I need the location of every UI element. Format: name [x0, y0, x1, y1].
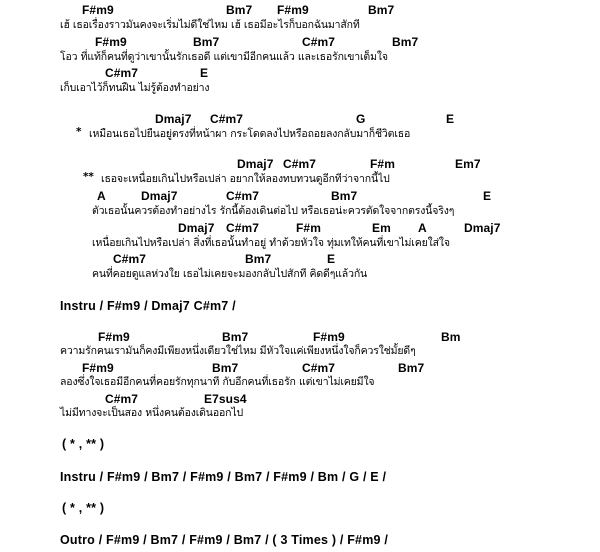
chord: Bm7 — [226, 3, 253, 17]
chord: E — [200, 66, 209, 80]
instrumental-line: Instru / F#m9 / Dmaj7 C#m7 / — [60, 299, 236, 313]
chord: F#m9 — [313, 330, 345, 344]
lyric-line: เธอจะเหนื่อยเกินไปหรือเปล่า อยากให้ลองทบทวนดูอีกทีว่าจากนี้ไป — [101, 173, 390, 185]
chord: Bm7 — [392, 35, 419, 49]
chord: A — [418, 221, 427, 235]
chord: C#m7 — [302, 35, 336, 49]
lyric-line: เหนื่อยเกินไปหรือเปล่า สิ่งที่เธอนั้นทำอยู่ ทำด้วยหัวใจ ทุ่มเทให้คนที่เขาไม่เคยใส่ใจ — [92, 237, 450, 249]
chord: F#m9 — [82, 3, 114, 17]
lyric-line: ไม่มีทางจะเป็นสอง หนึ่งคนต้องเดินออกไป — [60, 407, 244, 419]
chord: Bm — [441, 330, 461, 344]
chord: F#m9 — [277, 3, 309, 17]
chord: F#m — [370, 157, 395, 171]
section-marker: * — [76, 126, 82, 138]
chord: C#m7 — [302, 361, 336, 375]
lyric-line: เหมือนเธอไปยืนอยู่ตรงที่หน้าผา กระโดดลงไปหรือถอยลงกลับมาก็ชีวิตเธอ — [89, 128, 411, 140]
lyric-line: โอว ที่แท้ก็คนที่ดูว่าเขานั้นรักเธอดี แต่เขามีอีกคนแล้ว และเธอรักเขาเต็มใจ — [60, 51, 388, 63]
chord: Dmaj7 — [155, 112, 192, 126]
chord: Bm7 — [193, 35, 220, 49]
lyric-line: ความรักคนเรามันก็คงมีเพียงหนึ่งเดียวใช่ไหม มีหัวใจแค่เพียงหนึ่งใจก็ควรใช่มั้ยดีๆ — [60, 345, 416, 357]
repeat-marker: ( * , ** ) — [62, 501, 105, 515]
chord: C#m7 — [113, 252, 147, 266]
chord: Em7 — [455, 157, 481, 171]
chord: G — [356, 112, 366, 126]
chord: F#m9 — [95, 35, 127, 49]
chord: Dmaj7 — [464, 221, 501, 235]
chord: F#m — [296, 221, 321, 235]
repeat-marker: ( * , ** ) — [62, 437, 105, 451]
section-marker: ** — [83, 171, 94, 183]
chord: F#m9 — [82, 361, 114, 375]
lyric-line: เก็บเอาไว้ก็ทนฝืน ไม่รู้ต้องทำอย่าง — [60, 82, 210, 94]
chord: C#m7 — [283, 157, 317, 171]
chord: Dmaj7 — [237, 157, 274, 171]
chord: E — [446, 112, 455, 126]
chord: A — [97, 189, 106, 203]
chord: E — [327, 252, 336, 266]
chord: Bm7 — [245, 252, 272, 266]
lyric-line: ตัวเธอนั้นควรต้องทำอย่างไร รักนี้ต้องเดินต่อไป หรือเธอน่ะควรตัดใจจากตรงนี้จริงๆ — [92, 205, 455, 217]
chord: Bm7 — [331, 189, 358, 203]
chord: Dmaj7 — [178, 221, 215, 235]
chord: C#m7 — [105, 66, 139, 80]
chord: F#m9 — [98, 330, 130, 344]
chord: Bm7 — [222, 330, 249, 344]
outro-line: Outro / F#m9 / Bm7 / F#m9 / Bm7 / ( 3 Times ) / F#m9 / — [60, 533, 389, 547]
chord: C#m7 — [226, 189, 260, 203]
lyric-line: คนที่คอยดูแลห่วงใย เธอไม่เคยจะมองกลับไปสักที คิดดีๆแล้วกัน — [92, 268, 368, 280]
chord: Dmaj7 — [141, 189, 178, 203]
lyric-line: เฮ้ เธอเรื่องราวมันคงจะเริ่มไม่ดีใช่ไหม เฮ้ เธอมีอะไรก็บอกฉันมาสักที — [60, 19, 360, 31]
chord: Bm7 — [368, 3, 395, 17]
instrumental-line: Instru / F#m9 / Bm7 / F#m9 / Bm7 / F#m9 / Bm / G / E / — [60, 470, 387, 484]
chord: E7sus4 — [204, 392, 247, 406]
chord: C#m7 — [226, 221, 260, 235]
chord: C#m7 — [105, 392, 139, 406]
lyric-line: ลองซึ่งใจเธอมีอีกคนที่คอยรักทุกนาที กับอีกคนที่เธอรัก แต่เขาไม่เคยมีใจ — [60, 376, 375, 388]
chord: C#m7 — [210, 112, 244, 126]
chord: E — [483, 189, 492, 203]
chord: Bm7 — [398, 361, 425, 375]
chord: Bm7 — [212, 361, 239, 375]
chord: Em — [372, 221, 391, 235]
